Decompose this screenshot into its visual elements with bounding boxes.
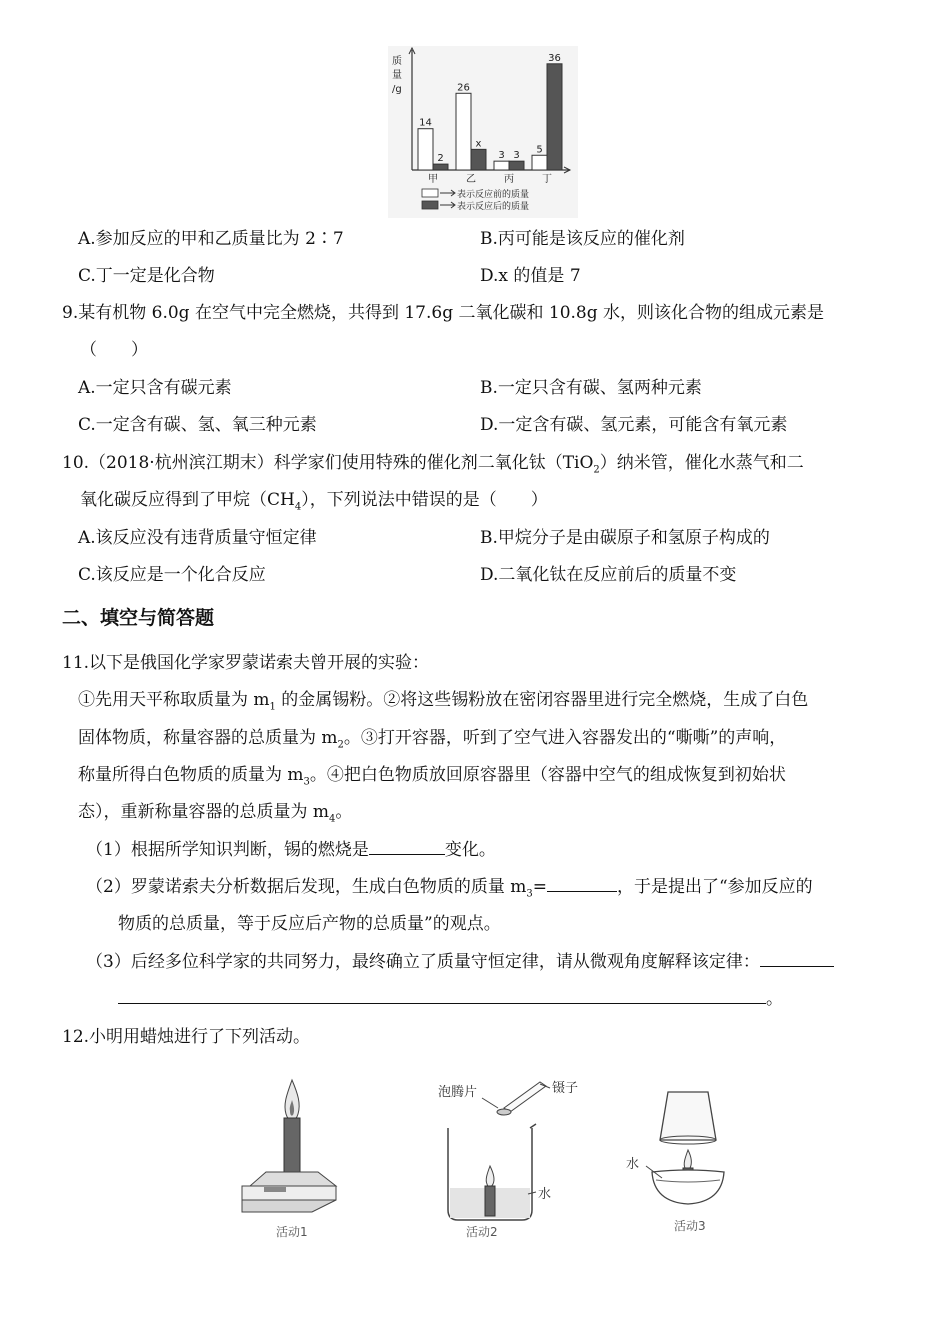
q9-option-b: B.一定只含有碳、氢两种元素 (480, 378, 702, 398)
q10-stem-line1: 10.（2018·杭州滨江期末）科学家们使用特殊的催化剂二氧化钛（TiO$_2$）纳米管，催化水蒸气和二 (62, 453, 804, 476)
bar-after (509, 161, 524, 170)
bar-before (456, 93, 471, 170)
bar-after-value-label: x (475, 138, 482, 150)
balance-icon (250, 1172, 336, 1186)
q8-option-c: C.丁一定是化合物 (78, 266, 215, 286)
q11-sub1: （1）根据所学知识判断，锡的燃烧是 变化。 (86, 840, 496, 860)
bar-before (494, 161, 509, 170)
tablet-label: 泡腾片 (438, 1085, 478, 1100)
q11-stem: 11.以下是俄国化学家罗蒙诺索夫曾开展的实验： (62, 653, 430, 673)
q11-sub3-line2: 。 (118, 987, 783, 1011)
q10-stem-line2: 氧化碳反应得到了甲烷$(CH_4)$，下列说法中错误的是（ ） (80, 490, 548, 513)
bar-before-value-label: 3 (498, 150, 505, 162)
cup-icon (660, 1092, 716, 1140)
activity2-caption: 活动2 (466, 1225, 498, 1239)
legend-swatch (422, 189, 438, 197)
bar-after-value-label: 36 (548, 52, 561, 64)
water-label-2: 水 (538, 1187, 552, 1202)
y-axis-label: 质 (392, 56, 402, 67)
tweezers-label: 镊子 (552, 1081, 579, 1096)
candle-icon (284, 1118, 300, 1174)
q10-option-a: A.该反应没有违背质量守恒定律 (78, 528, 317, 548)
q11-sub2-line2: 物质的总质量，等于反应后产物的总质量”的观点。 (118, 914, 501, 934)
activity2-figure (432, 1070, 612, 1240)
legend-label: 表示反应前的质量 (457, 190, 530, 200)
q11-para-line3: 称量所得白色物质的质量为 $m_3$。④把白色物质放回原容器里（容器中空气的组成恢复到初始状 (78, 765, 786, 788)
q9-option-a: A.一定只含有碳元素 (78, 378, 232, 398)
legend-label: 表示反应后的质量 (457, 202, 530, 212)
bar-before (418, 129, 433, 170)
mass-bar-chart (388, 46, 578, 218)
q9-stem: 9.某有机物 6.0g 在空气中完全燃烧，共得到 17.6g 二氧化碳和 10.8g 水，则该化合物的组成元素是 (62, 303, 825, 323)
q10-option-d: D.二氧化钛在反应前后的质量不变 (480, 565, 737, 585)
section-heading: 二、填空与简答题 (62, 607, 215, 629)
q10-option-b: B.甲烷分子是由碳原子和氢原子构成的 (480, 528, 770, 548)
q11-para-line1: ①先用天平称取质量为 $m_1$ 的金属锡粉。②将这些锡粉放在密闭容器里进行完全燃烧，生成了白色 (78, 690, 809, 713)
bar-after (433, 164, 448, 170)
q9-paren: （ ） (80, 340, 148, 360)
q9-option-c: C.一定含有碳、氢、氧三种元素 (78, 415, 317, 435)
bar-before (532, 155, 547, 170)
water-label-3: 水 (626, 1157, 640, 1172)
q11-blank-1[interactable] (369, 838, 445, 855)
q8-option-a: A.参加反应的甲和乙质量比为 2∶7 (78, 229, 344, 249)
activity3-caption: 活动3 (674, 1219, 706, 1233)
candle-icon (485, 1186, 495, 1216)
x-tick-label: 丙 (504, 174, 514, 185)
q8-option-d: D.x 的值是 7 (480, 266, 581, 286)
bar-before-value-label: 26 (457, 82, 470, 94)
activity1-caption: 活动1 (276, 1225, 308, 1239)
q11-para-line2: 固体物质，称量容器的总质量为 $m_2$。③打开容器，听到了空气进入容器发出的“嘶嘶”的声响， (78, 728, 787, 751)
q11-blank-2[interactable] (547, 875, 617, 892)
flame-icon (486, 1166, 494, 1187)
x-tick-label: 甲 (428, 174, 438, 185)
activity3-figure (622, 1074, 762, 1244)
legend-swatch (422, 201, 438, 209)
q8-option-b: B.丙可能是该反应的催化剂 (480, 229, 685, 249)
q11-blank-3a[interactable] (760, 950, 834, 967)
bar-before-value-label: 5 (536, 144, 543, 156)
bowl-icon (652, 1170, 724, 1204)
q10-option-c: C.该反应是一个化合反应 (78, 565, 266, 585)
q9-option-d: D.一定含有碳、氢元素，可能含有氧元素 (480, 415, 788, 435)
x-tick-label: 丁 (542, 174, 552, 185)
tweezers-icon (504, 1082, 546, 1112)
y-axis-label: 量 (392, 70, 402, 81)
bar-after-value-label: 3 (513, 150, 520, 162)
y-axis-label: /g (392, 84, 402, 95)
bar-after (547, 64, 562, 170)
activity1-figure (232, 1074, 352, 1244)
bar-after (471, 149, 486, 170)
q11-para-line4: 态），重新称量容器的总质量为 $m_4$。 (78, 802, 353, 825)
flame-icon (684, 1150, 691, 1170)
bar-after-value-label: 2 (437, 153, 444, 165)
x-tick-label: 乙 (466, 174, 476, 185)
q11-sub3-line1: （3）后经多位科学家的共同努力，最终确立了质量守恒定律，请从微观角度解释该定律： (86, 950, 834, 974)
q12-stem: 12.小明用蜡烛进行了下列活动。 (62, 1027, 311, 1047)
bar-before-value-label: 14 (419, 117, 432, 129)
q11-sub2-line1: （2）罗蒙诺索夫分析数据后发现，生成白色物质的质量 $m_3=$ ，于是提出了“参加反应的 (86, 877, 813, 900)
q11-blank-3b[interactable] (118, 987, 766, 1004)
